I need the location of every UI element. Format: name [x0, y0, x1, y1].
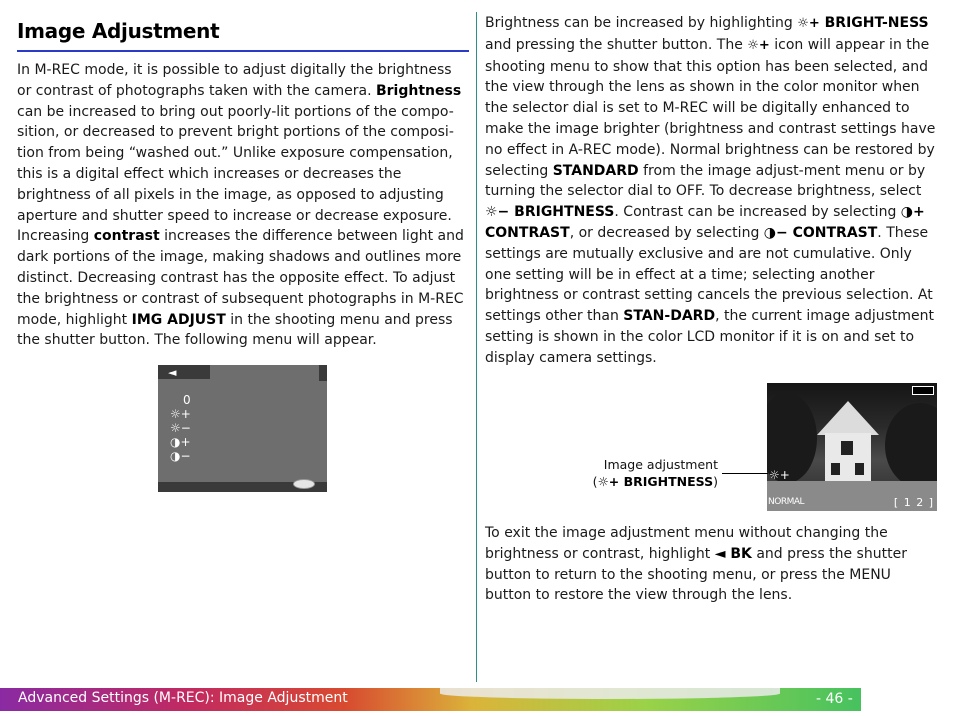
- exposure-count: [ 1 2 ]: [893, 496, 934, 509]
- callout-title: Image adjustment: [603, 457, 718, 472]
- text: , or decreased by selecting: [569, 224, 764, 241]
- house-window: [855, 463, 864, 475]
- term-contrast-plus: ◑+ CONTRAST: [485, 204, 925, 241]
- term-brightness-minus: ☼− BRIGHTNESS: [485, 204, 615, 221]
- text: can be increased to bring out poorly-lit portions of the compo-sition, or decreased to prevent bright portions of the composi-tion from being “washed out.” Unlike exposure compensation, this is a digital effect which increases or decreases the brightness of all pixels in the image, as opposed to adjusting aperture and shutter speed to increase or decrease exposure. Increasing: [17, 103, 454, 245]
- brightness-plus-icon: ☼+: [769, 468, 790, 482]
- term-standard: STANDARD: [552, 162, 639, 179]
- text: and press the shutter button to return to the shooting menu, or press the MENU button to restore the view through the lens.: [485, 545, 907, 604]
- term-brightness: Brightness: [375, 82, 462, 99]
- text: , the current image adjustment setting is shown in the color LCD monitor if it is on and set to display camera settings.: [485, 308, 935, 366]
- brightness-plus-icon: ☼+: [597, 474, 620, 489]
- callout-detail: [593, 473, 718, 490]
- text: increases the difference between light and dark portions of the image, making shadows and outlines more distinct. Decreasing contrast has the opposite effect. To adjust the brightness or contrast of subsequent photographs in M-REC mode, highlight: [17, 228, 464, 328]
- text: In M-REC mode, it is possible to adjust digitally the brightness or contrast of photographs taken with the camera.: [17, 62, 452, 99]
- page-number: - 46 -: [816, 691, 853, 707]
- footer-swoosh: [440, 688, 780, 699]
- brightness-paragraph: [485, 13, 938, 369]
- house-roof: [817, 401, 879, 435]
- callout-brightness: BRIGHTNESS: [619, 474, 714, 489]
- back-arrow-icon: ◄: [168, 366, 177, 379]
- term-contrast: contrast: [93, 228, 160, 245]
- footer-section-title: Advanced Settings (M-REC): Image Adjustment: [18, 690, 348, 706]
- exit-paragraph: [485, 523, 938, 606]
- tree-right: [885, 403, 937, 488]
- term-contrast-minus: ◑− CONTRAST: [763, 224, 878, 241]
- text: icon will appear in the shooting menu to show that this option has been selected, and the view through the lens as shown in the color monitor when the selector dial is set to M-REC will be digitally enhanced to make the image brighter (brightness and contrast settings have no effect in A-REC mode). Normal brightness can be restored by selecting: [485, 36, 936, 179]
- left-column: [17, 60, 470, 351]
- term-brightness-option: BRIGHT-NESS: [819, 15, 929, 31]
- text: and pressing the shutter button. The: [485, 36, 748, 53]
- column-divider: [476, 12, 477, 682]
- term-standard: STAN-DARD: [623, 308, 716, 325]
- callout-leader-line: [722, 473, 768, 474]
- term-back: ◄ BK: [714, 545, 752, 562]
- image-adjust-menu-screenshot: [158, 365, 327, 492]
- shutter-button-icon: [293, 479, 315, 489]
- text: ): [713, 474, 718, 489]
- menu-item-contrast-plus: ◑+: [170, 435, 191, 449]
- brightness-plus-icon: ☼+: [797, 16, 820, 31]
- house-window: [841, 441, 853, 455]
- menu-item-standard: 0: [183, 393, 191, 407]
- intro-paragraph: [17, 60, 470, 351]
- menu-item-brightness-minus: ☼−: [170, 421, 191, 435]
- image-adjustment-callout: [593, 456, 718, 490]
- text: from the image adjust-ment menu or by turning the selector dial to OFF. To decrease brightness, select: [485, 162, 926, 200]
- menu-item-contrast-minus: ◑−: [170, 449, 191, 463]
- page-title: Image Adjustment: [17, 19, 220, 43]
- text: in the shooting menu and press the shutter button. The following menu will appear.: [17, 311, 453, 349]
- text: To exit the image adjustment menu without changing the brightness or contrast, highlight: [485, 525, 888, 562]
- title-rule: [17, 50, 469, 52]
- exit-section: [485, 523, 938, 606]
- image-quality-label: NORMAL: [768, 497, 805, 507]
- menu-item-brightness-plus: ☼+: [170, 407, 191, 421]
- menu-items: [170, 393, 191, 463]
- term-img-adjust: IMG ADJUST: [131, 311, 226, 328]
- text: Brightness can be increased by highlighting: [485, 15, 798, 31]
- lcd-monitor-photo: [767, 383, 937, 511]
- menu-tab: [158, 365, 210, 379]
- right-column: [485, 13, 938, 369]
- house-window: [831, 463, 840, 475]
- battery-icon: [912, 386, 934, 395]
- text: . These settings are mutually exclusive and are not cumulative. Only one setting will be in effect at a time; selecting another brightness or contrast setting cancels the previous selection. At settings other than: [485, 224, 933, 325]
- text: (: [592, 474, 598, 489]
- menu-tab-right: [319, 365, 327, 381]
- text: . Contrast can be increased by selecting: [614, 204, 901, 221]
- brightness-plus-icon: ☼+: [747, 37, 770, 53]
